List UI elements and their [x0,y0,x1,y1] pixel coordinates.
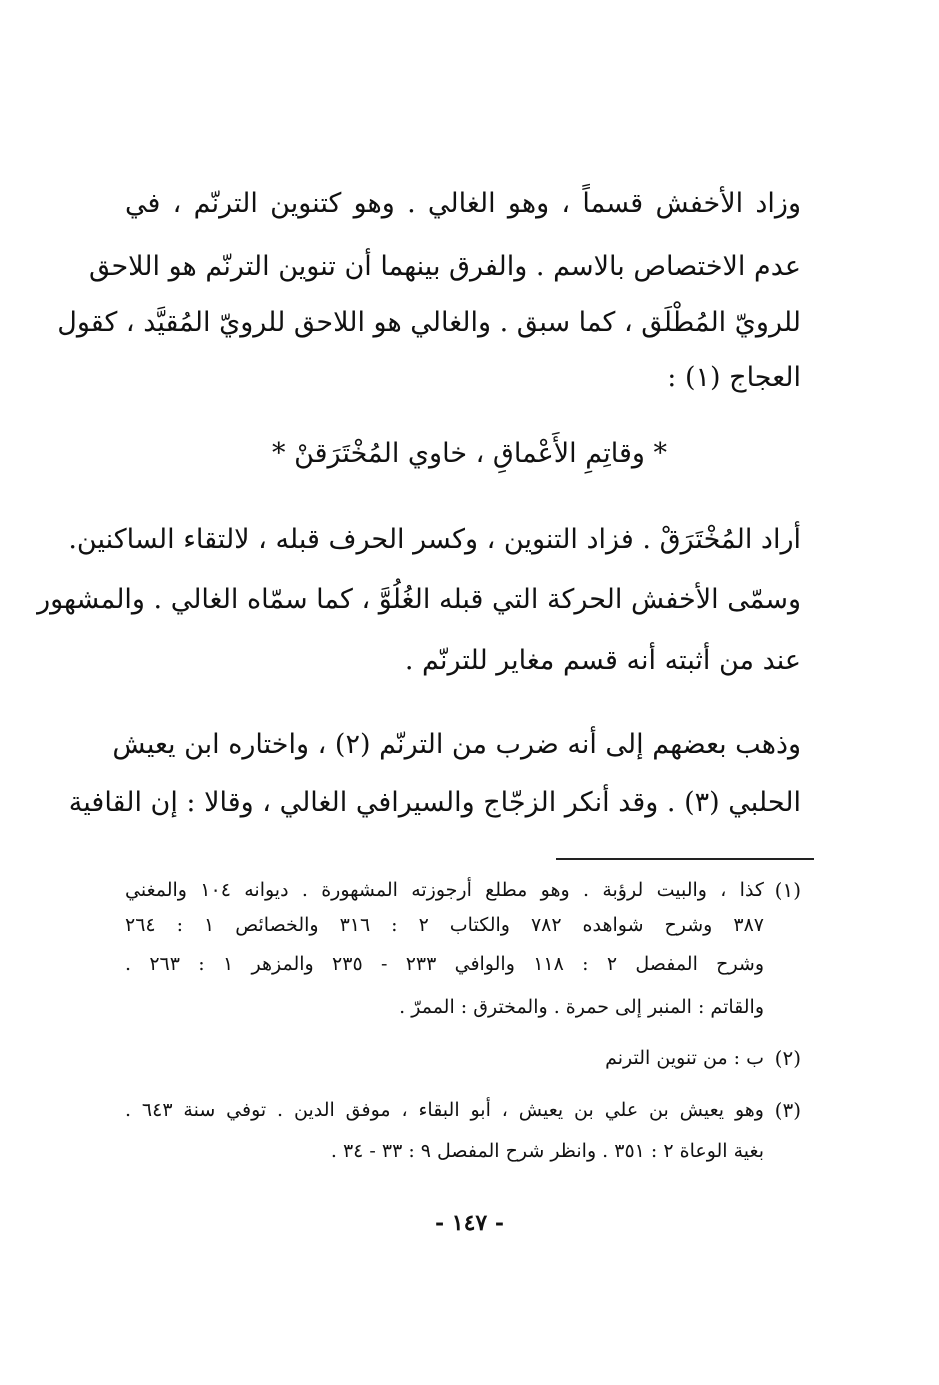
paragraph-1-line-1: وزاد الأخفش قسماً ، وهو الغالي . وهو كتنوين الترنّم ، في [125,188,801,219]
footnote-1-line-4: والقاتم : المنبر إلى حمرة . والمخترق : الممرّ . [399,996,764,1018]
footnote-1-line-1: كذا ، والبيت لرؤبة . وهو مطلع أرجوزته المشهورة . ديوانه ١٠٤ والمغني [125,879,764,901]
footnote-2-line-1: ب : من تنوين الترنم [605,1047,764,1069]
paragraph-1-line-2: عدم الاختصاص بالاسم . والفرق بينهما أن تنوين الترنّم هو اللاحق [88,251,801,282]
paragraph-3-line-2: الحلبي (٣) . وقد أنكر الزجّاج والسيرافي الغالي ، وقالا : إن القافية [68,787,801,818]
footnote-3-number: (٣) [774,1098,801,1122]
paragraph-3-line-1: وذهب بعضهم إلى أنه ضرب من الترنّم (٢) ، واختاره ابن يعيش [112,729,801,760]
verse-line: * وقاتِمِ الأَعْماقِ ، خاوي المُخْتَرَقنْ * [271,438,668,469]
footnote-1-line-3: وشرح المفصل ٢ : ١١٨ والوافي ٢٣٣ - ٢٣٥ والمزهر ١ : ٢٦٣ . [125,953,765,975]
paragraph-1-line-3: للرويّ المُطْلَق ، كما سبق . والغالي هو اللاحق للرويّ المُقيَّد ، كقول [57,307,801,338]
footnote-3-line-1: وهو يعيش بن علي بن يعيش ، أبو البقاء ، موفق الدين . توفي سنة ٦٤٣ . [125,1099,764,1121]
footnote-3-line-2: بغية الوعاة ٢ : ٣٥١ . وانظر شرح المفصل ٩ : ٣٣ - ٣٤ . [330,1140,764,1162]
paragraph-1-line-4: العجاج (١) : [667,362,801,393]
footnote-1-number: (١) [774,878,801,902]
paragraph-2-line-2: وسمّى الأخفش الحركة التي قبله الغُلُوَّ ، كما سمّاه الغالي . والمشهور [37,584,801,615]
page-number: - ١٤٧ - [434,1210,505,1236]
footnote-2-number: (٢) [774,1046,801,1070]
footnote-1-line-2: ٣٨٧ وشرح شواهده ٧٨٢ والكتاب ٢ : ٣١٦ والخصائص ١ : ٢٦٤ [125,914,764,936]
paragraph-2-line-1: أراد المُخْتَرَقْ . فزاد التنوين ، وكسر الحرف قبله ، لالتقاء الساكنين. [68,524,801,555]
footnote-separator [556,858,814,860]
paragraph-2-line-3: عند من أثبته أنه قسم مغاير للترنّم . [404,645,801,676]
